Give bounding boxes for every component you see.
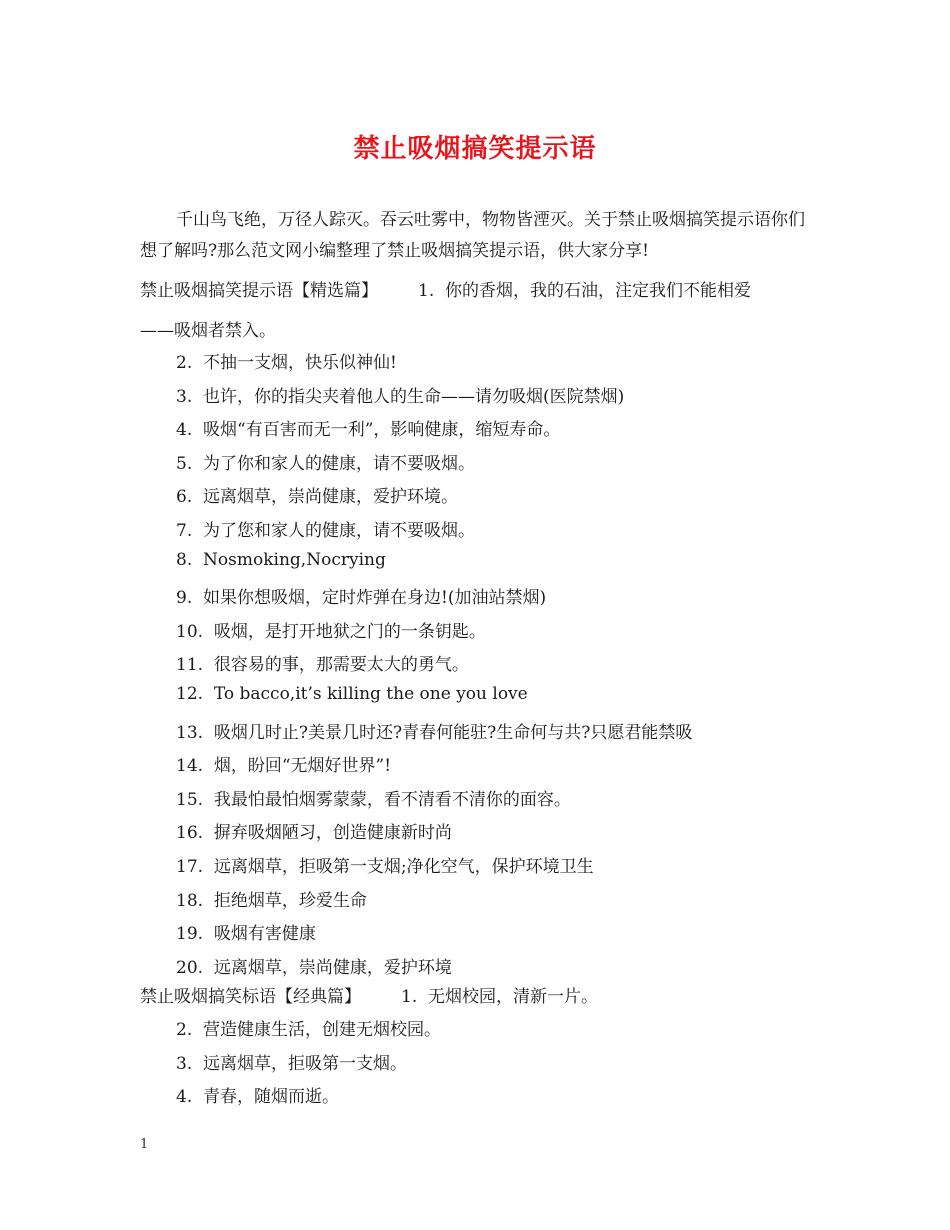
list-item-number: 3. — [176, 386, 193, 407]
list-item-number: 11. — [176, 655, 204, 676]
list-item-number: 14. — [176, 756, 204, 777]
list-item-text: Nosmoking,Nocrying — [203, 549, 386, 570]
list-item-text: 远离烟草，崇尚健康，爱护环境。 — [203, 487, 459, 508]
list-item-number: 6. — [176, 487, 193, 508]
intro-text: 千山鸟飞绝，万径人踪灭。吞云吐雾中，物物皆湮灭。关于禁止吸烟搞笑提示语你们想了解吗?那么范文网小编整理了禁止吸烟搞笑提示语，供大家分享! — [140, 210, 805, 261]
list-item — [176, 953, 452, 978]
list-item — [176, 650, 469, 675]
page-number: 1 — [140, 1137, 149, 1152]
list-item — [176, 718, 692, 743]
list-item — [176, 348, 397, 373]
list-item-text: To bacco,it’s killing the one you love — [213, 684, 528, 704]
list-item-text: 我最怕最怕烟雾蒙蒙，看不清看不清你的面容。 — [213, 789, 571, 810]
list-item — [176, 382, 624, 407]
section2-heading-line — [140, 982, 820, 1013]
list-item-number: 7. — [176, 521, 193, 541]
list-item — [176, 852, 594, 877]
list-item — [176, 415, 560, 440]
list-item — [176, 1049, 407, 1074]
list-item-text: 不抽一支烟，快乐似神仙! — [203, 353, 397, 373]
list-item-number: 5. — [176, 453, 193, 474]
list-item — [176, 550, 386, 570]
intro-paragraph — [140, 205, 812, 267]
page-title: 禁止吸烟搞笑提示语 — [353, 134, 597, 164]
list-item — [176, 617, 486, 642]
list-item — [176, 516, 475, 541]
list-item-text: 吸烟，是打开地狱之门的一条钥匙。 — [213, 621, 486, 642]
list-item — [176, 583, 546, 608]
list-item — [176, 449, 475, 474]
list-item — [176, 919, 316, 944]
section2-first-num: 1. — [401, 987, 418, 1007]
list-item-number: 18. — [176, 890, 204, 911]
section1-first-num: 1. — [418, 281, 435, 301]
list-item-text: 远离烟草，拒吸第一支烟。 — [203, 1053, 408, 1074]
list-item — [176, 1015, 441, 1040]
list-item-text: 远离烟草，拒吸第一支烟;净化空气，保护环境卫生 — [213, 857, 594, 877]
list-item-text: 拒绝烟草，珍爱生命 — [213, 890, 367, 911]
list-item — [176, 785, 571, 810]
list-item — [176, 818, 452, 843]
list-item-number: 2. — [176, 1020, 193, 1040]
list-item-text: 为了您和家人的健康，请不要吸烟。 — [203, 521, 476, 541]
list-item-number: 17. — [176, 857, 204, 877]
list-item-text: 远离烟草，崇尚健康，爱护环境 — [213, 957, 452, 978]
list-item-text: 也许，你的指尖夹着他人的生命——请勿吸烟(医院禁烟) — [203, 386, 625, 407]
section1-heading: 禁止吸烟搞笑提示语【精选篇】 — [140, 281, 378, 301]
list-item-text: 营造健康生活，创建无烟校园。 — [203, 1020, 442, 1040]
list-item — [176, 751, 391, 776]
list-item — [176, 886, 367, 911]
list-item-number: 12. — [176, 684, 204, 704]
list-item-number: 2. — [176, 353, 193, 373]
list-item-number: 9. — [176, 588, 193, 609]
list-item-number: 13. — [176, 722, 204, 743]
list-item — [176, 482, 458, 507]
section1-heading-line — [140, 276, 820, 307]
list-item — [176, 684, 528, 704]
list-item-number: 4. — [176, 1087, 193, 1108]
list-item-text: 吸烟有害健康 — [213, 924, 316, 945]
list-item-number: 16. — [176, 823, 204, 844]
list-item-number: 4. — [176, 420, 193, 441]
list-item-text: 如果你想吸烟，定时炸弹在身边!(加油站禁烟) — [203, 588, 547, 609]
list-item-number: 20. — [176, 957, 204, 978]
list-item-text: 青春，随烟而逝。 — [203, 1087, 340, 1108]
list-item-number: 19. — [176, 924, 204, 945]
list-item-text: 为了你和家人的健康，请不要吸烟。 — [203, 453, 476, 474]
list-item-number: 8. — [176, 549, 193, 570]
section2-first-text: 无烟校园，清新一片。 — [428, 987, 599, 1007]
section1-first-text: 你的香烟，我的石油，注定我们不能相爱 — [445, 281, 752, 301]
list-item-number: 10. — [176, 621, 204, 642]
list-item-text: 很容易的事，那需要太大的勇气。 — [213, 655, 469, 676]
list-item — [176, 1082, 339, 1107]
list-item-number: 15. — [176, 789, 204, 810]
section1-first-continuation: ——吸烟者禁入。 — [140, 321, 276, 341]
list-item-text: 吸烟几时止?美景几时还?青春何能驻?生命何与共?只愿君能禁吸 — [213, 722, 693, 743]
list-item-text: 摒弃吸烟陋习，创造健康新时尚 — [213, 823, 452, 844]
list-item-number: 3. — [176, 1053, 193, 1074]
list-item-text: 吸烟“有百害而无一利”，影响健康，缩短寿命。 — [203, 420, 561, 441]
list-item-text: 烟，盼回“无烟好世界”! — [213, 756, 392, 777]
section2-heading: 禁止吸烟搞笑标语【经典篇】 — [140, 987, 361, 1007]
